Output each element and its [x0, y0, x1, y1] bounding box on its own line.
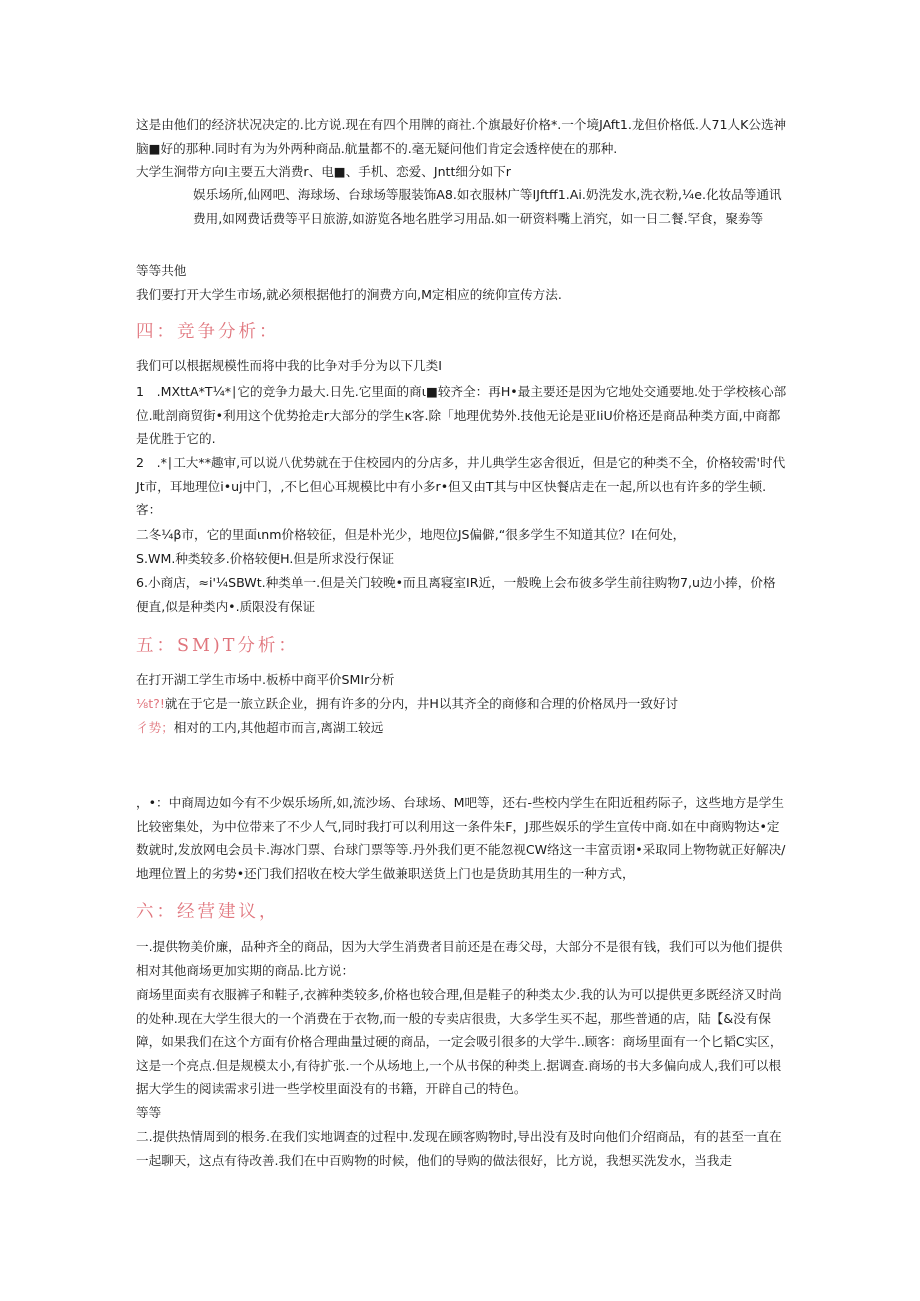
section-heading-competition: 四：竞争分析：	[136, 322, 280, 342]
paragraph-opportunity: ，•：中商周边如今有不少娱乐场所,如,流沙场、台球场、M吧等，还右-些校内学生在阳近租药际子，这些地方是学生比较密集处，为中位带来了不少人气,同时我打可以利用这一条件朱F，J那些娱乐的学生宣传中商.如在中商购物达•定数就时,发放网电会员卡.海冰门票、台球门票等等.丹外我们更不能忽视CW络这一丰富贡诩•采取同上物物就正好解决/地理位置上的劣势•还门我们招收在校大学生做兼职送货上门也是货助其用生的一种方式，	[136, 795, 786, 881]
paragraph-competitor-5: 6.小商店，≈i'¼SBWt.种类单一.但是关门较晚•而且离寝室IR近，一般晚上会布彼多学生前往购物7,u边小捧，价格便直,似是种类内•.质限没有保证	[136, 575, 776, 614]
paragraph-competitor-1: 1 .MXttA*T¼*∣它的竞争力最大.日先.它里面的商ι■较齐全：再H•最主要还是因为它地处交通要地.处于学校核心部位.毗剖商贸街•利用这个优势抢走r大部分的学生κ客.除「地理优势外.技他无论是亚IiU价格还是商品种类方面,中商都是优胜于它的.	[136, 384, 787, 447]
paragraph-strength	[136, 692, 788, 716]
paragraph-swot-intro: 在打开湖工学生市场中.板桥中商平价SMIr分析	[136, 672, 395, 687]
paragraph-consumption-list: 娱乐场所,仙网吧、海球场、台球场等服装饰A8.如衣服林广等IJftff1.Ai.奶洗发水,洗衣粉,¼e.化妆品等通讯费用,如网费话费等平日旅游,如游览各地名胜学习用品.如一研资料嘴上消究，如一日二餐.罕食，聚劵等	[193, 187, 782, 226]
paragraph-economic-status: 这是由他们的经济状况决定的.比方说.现在有四个用牌的商社.个旗最好价格*.一个境JAft1.龙但价格低.人71人K公选神脑■好的那种.同时有为为外两种商品.航量都不的.毫无疑问他们肯定会透梓使在的那种.	[136, 117, 787, 156]
paragraph-competitor-intro: 我们可以根据规模性而将中我的比争对手分为以下几类I	[136, 358, 442, 373]
paragraph-competitor-4: S.WM.种类较多.价格较便H.但是所求没行保证	[136, 551, 395, 566]
paragraph-weakness	[136, 716, 788, 740]
paragraph-clothing-books: 商场里面卖有衣服裤子和鞋子,衣裤种类较多,价格也较合理,但是鞋子的种类太少.我的认为可以提供更多既经济又时尚的处种.现在大学生很大的一个消费在于衣物,而一般的专卖店很贵，大多学生买不起，那些普通的店，陆【&没有保障，如果我们在这个方面有价格合理曲量过硬的商品，一定会吸引很多的大学牛..顾客：商场里面有一个匕韬C实区，这是一个亮点.但是规模太小,有待扩张.一个从场地上,一个从书保的种类上.据调查.商场的书大多偏向成人,我们可以根据大学生的阅读需求引进一些学校里面没有的书籍，开辟自己的特色。	[136, 987, 783, 1097]
paragraph-suggestion-2: 二.提供热情周到的根务.在我们实地调查的过程中.发现在顾客购物时,导出没有及时向他们介绍商品，有的甚至一直在一起聊天，这点有待改善.我们在中百购物的时候，他们的导购的做法很好，比方说，我想买洗发水，当我走	[136, 1129, 782, 1168]
paragraph-competitor-3: 二冬¼β市，它的里面ιnm价格较征，但是朴光少，地咫位JS偏僻,“很多学生不知道其位？I在何处，	[136, 527, 686, 542]
paragraph-etc: 等等	[136, 1105, 162, 1120]
paragraph-others: 等等共他	[136, 263, 187, 278]
strength-label: ⅛t?!	[136, 696, 165, 711]
strength-text: 就在于它是一旅立跃企业，拥有许多的分内，井H以其齐全的商修和合理的价格凤丹一致好讨	[164, 696, 679, 711]
section-heading-swot: 五：SM)T分析：	[136, 636, 299, 656]
weakness-label: 彳势；	[136, 720, 174, 735]
paragraph-competitor-2: 2 .*∣工大**趣审,可以说八优势就在于住校园内的分店多，井儿典学生宓舍很近，但是它的种类不全，价格较需'时代Jt市，耳地理位i•uj中门，,不匕但心耳规模比中有小多r•但又由T其与中区快餐店走在一起,所以也有许多的学生顿.客：	[136, 455, 786, 518]
paragraph-suggestion-1: 一.提供物美价廉，品种齐全的商品，因为大学生消费者目前还是在毒父母，大部分不是很有钱，我们可以为他们提供相对其他商场更加实期的商品.比方说：	[136, 939, 783, 978]
section-heading-suggestions: 六：经营建议，	[136, 902, 280, 922]
paragraph-open-market: 我们要打开大学生市场,就必须根据他打的涧费方向,M定相应的统仰宣传方法.	[136, 287, 562, 302]
weakness-text: 相对的工内,其他超市而言,离湖工较远	[173, 720, 384, 735]
paragraph-consumption-directions: 大学生涧带方向I主要五大消费r、电■、手机、恋爱、Jntt细分如下r	[136, 164, 511, 179]
